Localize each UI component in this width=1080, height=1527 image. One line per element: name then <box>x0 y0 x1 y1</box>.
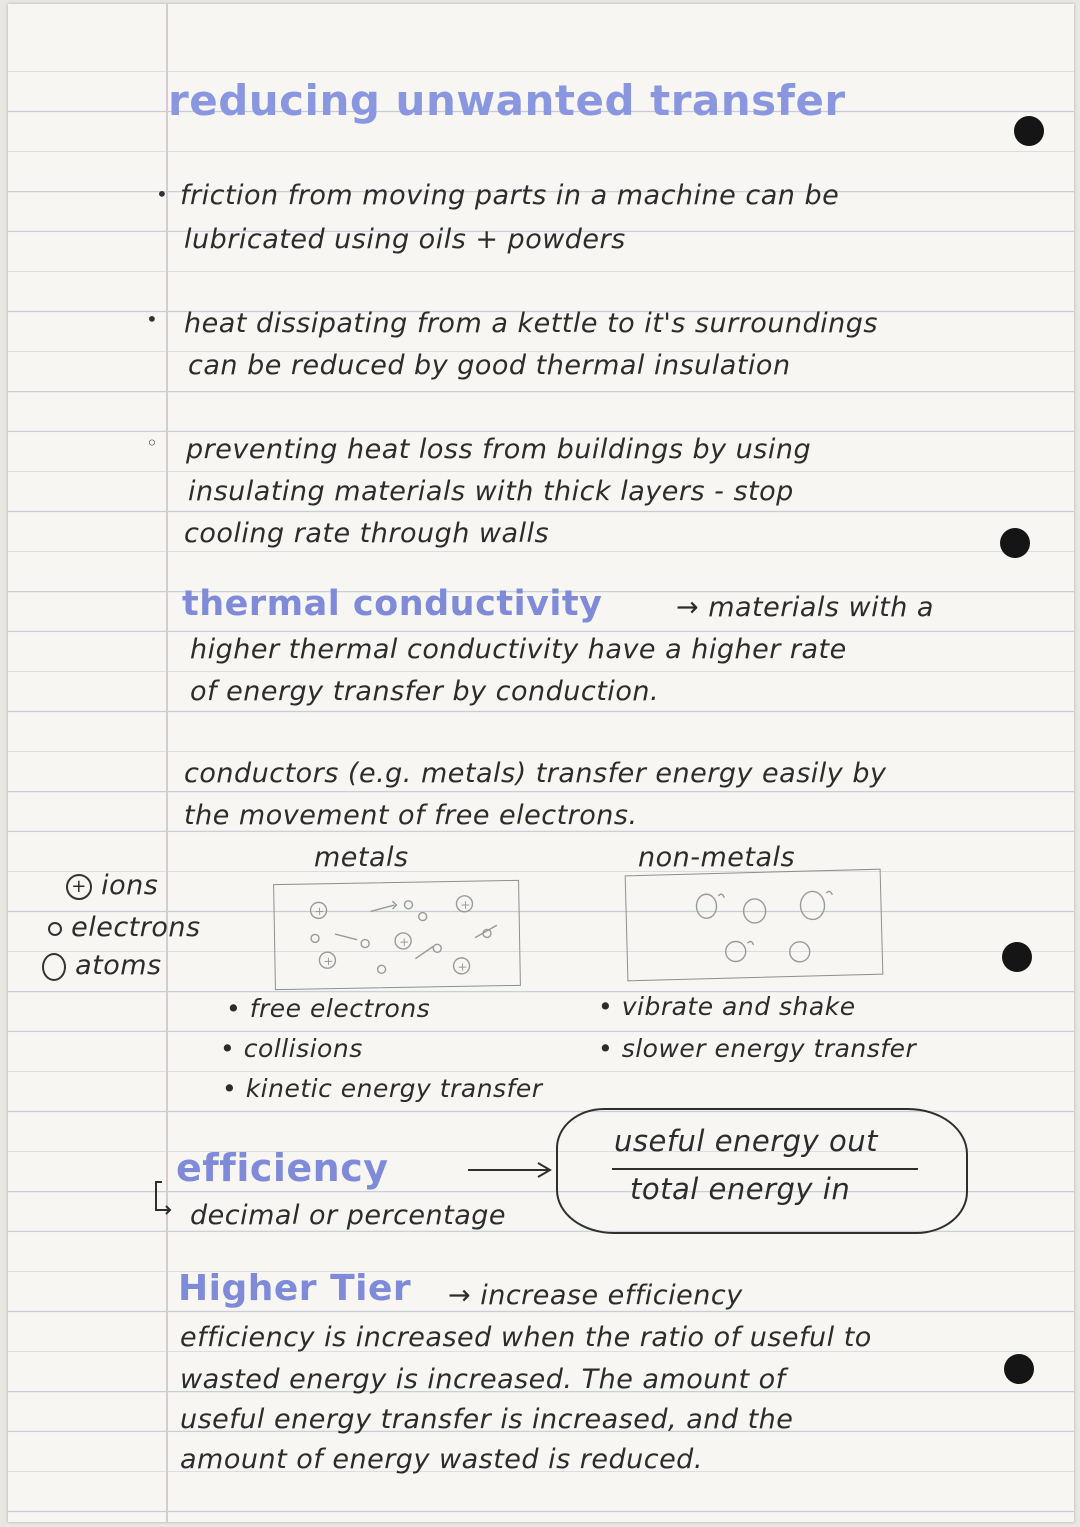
thermal-text-2: higher thermal conductivity have a higher rate <box>190 634 847 665</box>
atom-icon <box>42 953 66 981</box>
bullet-1-line-1: friction from moving parts in a machine can be <box>180 180 840 211</box>
metals-point-3-text: kinetic energy transfer <box>245 1074 543 1103</box>
nonmetals-point-1: • vibrate and shake <box>598 992 856 1021</box>
metals-point-2-text: collisions <box>243 1034 363 1063</box>
punch-hole <box>1014 116 1044 146</box>
nonmetals-point-2-text: slower energy transfer <box>621 1034 917 1063</box>
punch-hole <box>1002 942 1032 972</box>
metals-point-1: • free electrons <box>226 994 431 1023</box>
notebook-page <box>8 4 1074 1522</box>
nonmetals-label: non-metals <box>638 842 796 873</box>
higher-tier-subtitle: → increase efficiency <box>448 1280 743 1311</box>
bullet-dot: ◦ <box>146 431 158 455</box>
bracket-arrow-icon <box>152 1180 178 1220</box>
svg-text:+: + <box>398 934 410 949</box>
legend-ions-label: ions <box>101 870 159 901</box>
higher-tier-line-1: efficiency is increased when the ratio of useful to <box>180 1322 872 1353</box>
formula-numerator: useful energy out <box>614 1124 878 1158</box>
conductors-line-2: the movement of free electrons. <box>184 800 638 831</box>
nonmetals-point-1-text: vibrate and shake <box>621 992 856 1021</box>
bullet-3-line-2: insulating materials with thick layers - stop <box>188 476 794 507</box>
higher-tier-line-2: wasted energy is increased. The amount of <box>180 1364 786 1395</box>
legend-electrons <box>48 912 201 943</box>
svg-text:+: + <box>460 897 471 912</box>
thermal-text-1: → materials with a <box>676 592 934 623</box>
formula-denominator: total energy in <box>630 1172 851 1206</box>
metals-diagram <box>273 880 521 990</box>
legend-electrons-label: electrons <box>71 912 201 943</box>
electron-icon <box>48 922 62 936</box>
metals-point-1-text: free electrons <box>249 994 431 1023</box>
page-title: reducing unwanted transfer <box>168 76 846 125</box>
fraction-line <box>612 1168 918 1170</box>
bullet-dot: • <box>156 182 168 206</box>
bullet-1-line-2: lubricated using oils + powders <box>184 224 626 255</box>
nonmetals-particles <box>626 870 883 981</box>
metals-particles <box>274 881 520 989</box>
metals-point-2: • collisions <box>220 1034 363 1063</box>
metals-label: metals <box>314 842 409 873</box>
ion-icon: + <box>66 874 92 900</box>
efficiency-heading: efficiency <box>176 1146 389 1190</box>
bullet-2-line-1: heat dissipating from a kettle to it's surroundings <box>184 308 879 339</box>
arrow-right-icon <box>466 1160 556 1180</box>
efficiency-note: decimal or percentage <box>190 1200 507 1231</box>
bullet-2-line-2: can be reduced by good thermal insulation <box>188 350 791 381</box>
thermal-text-3: of energy transfer by conduction. <box>190 676 660 707</box>
metals-point-3: • kinetic energy transfer <box>222 1074 543 1103</box>
conductors-line-1: conductors (e.g. metals) transfer energy easily by <box>184 758 887 789</box>
punch-hole <box>1000 528 1030 558</box>
legend-atoms-label: atoms <box>75 950 162 981</box>
bullet-3-line-1: preventing heat loss from buildings by using <box>186 434 812 465</box>
thermal-conductivity-heading: thermal conductivity <box>182 584 603 624</box>
margin-line <box>166 4 168 1522</box>
svg-text:+: + <box>323 954 334 969</box>
bullet-3-line-3: cooling rate through walls <box>184 518 550 549</box>
svg-text:+: + <box>314 904 325 919</box>
legend-ions <box>66 870 158 901</box>
higher-tier-line-3: useful energy transfer is increased, and the <box>180 1404 794 1435</box>
bullet-dot: • <box>146 307 158 331</box>
punch-hole <box>1004 1354 1034 1384</box>
nonmetals-diagram <box>625 869 884 982</box>
nonmetals-point-2: • slower energy transfer <box>598 1034 917 1063</box>
higher-tier-heading: Higher Tier <box>178 1268 412 1309</box>
legend-atoms <box>42 950 162 981</box>
svg-text:+: + <box>457 959 468 974</box>
higher-tier-line-4: amount of energy wasted is reduced. <box>180 1444 703 1475</box>
